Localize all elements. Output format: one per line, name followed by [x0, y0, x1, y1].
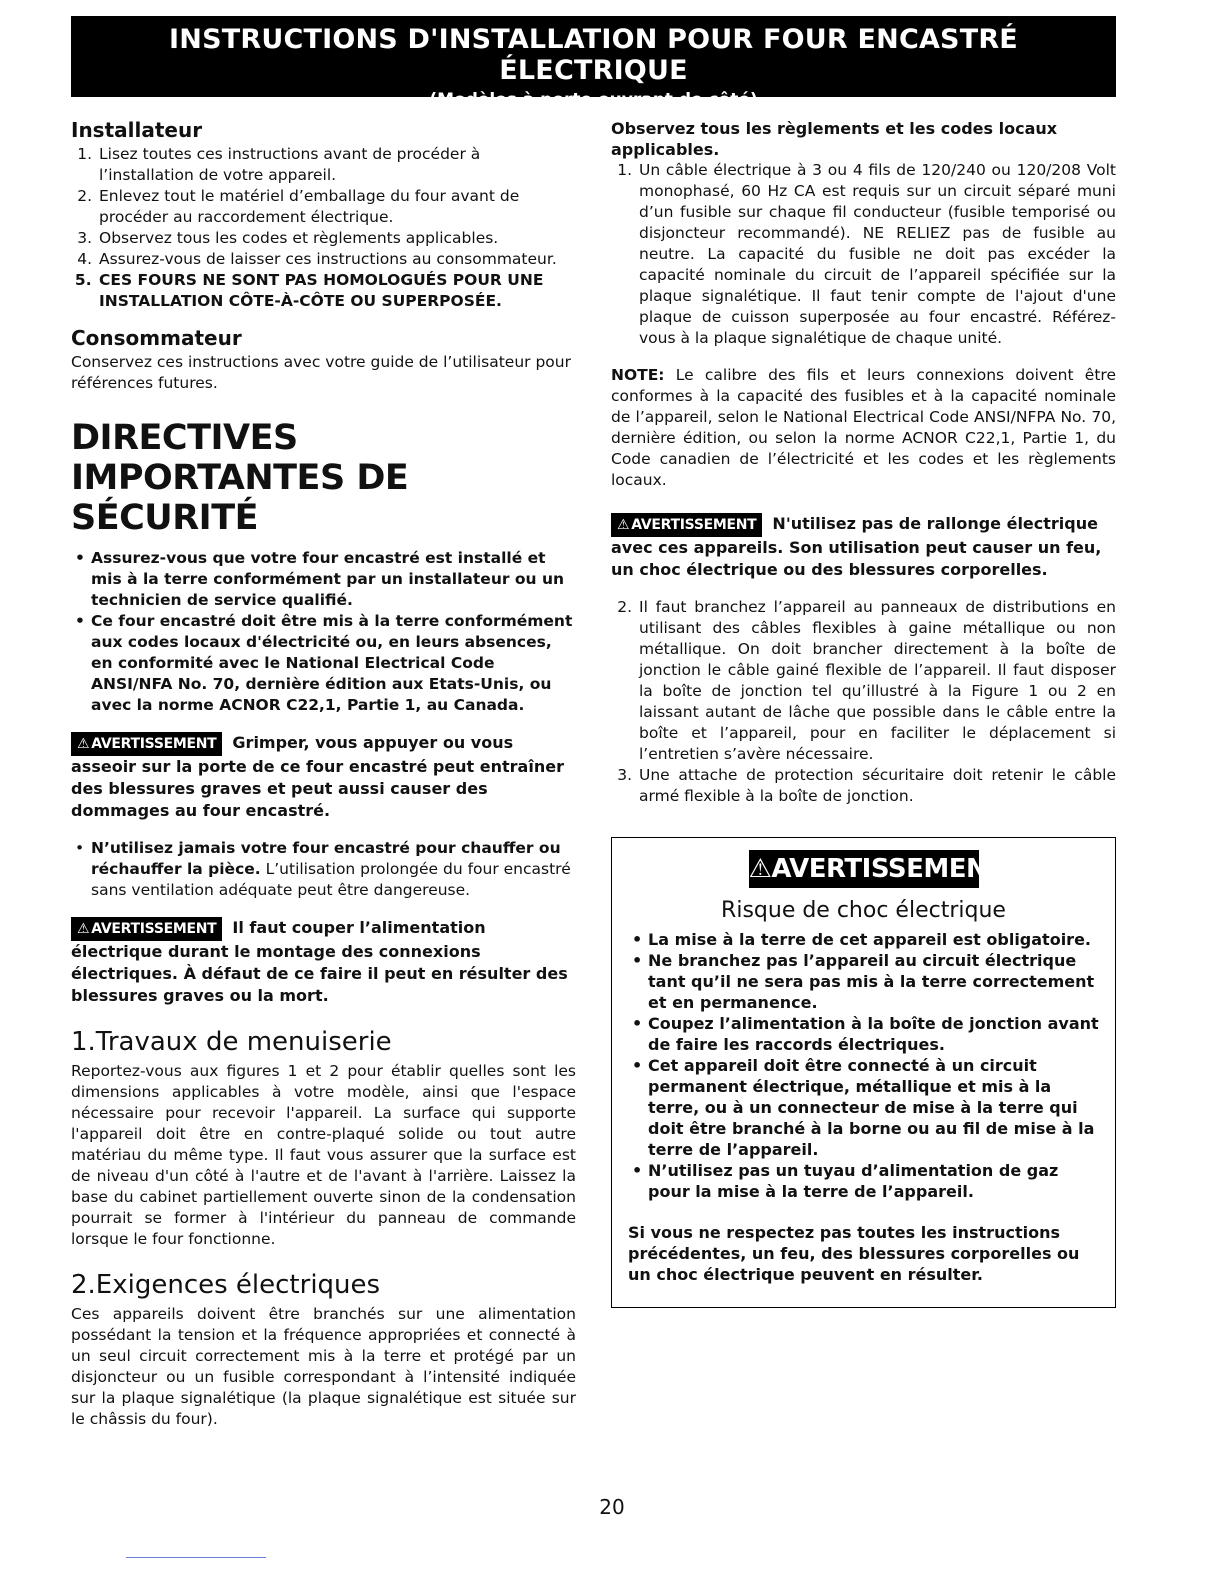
risk-consequence: Si vous ne respectez pas toutes les instructions précédentes, un feu, des blessures corporelles ou un choc électrique peuvent en résulter.	[628, 1223, 1080, 1284]
list-item: • Ce four encastré doit être mis à la terre conformément aux codes locaux d'électricité ou, en leurs absences, en conformité avec le National Electrical Code ANSI/NFA No. 70, dernière édition aux Etats-Unis, ou avec la norme ACNOR C22,1, Partie 1, au Canada.	[91, 611, 576, 716]
warning-label: AVERTISSEMENT	[91, 736, 217, 752]
installateur-list	[71, 144, 576, 312]
warning-icon: ⚠	[77, 736, 90, 752]
list-item: 1. Lisez toutes ces instructions avant de procéder à l’installation de votre appareil.	[97, 144, 576, 186]
list-item: 1. Un câble électrique à 3 ou 4 fils de 120/240 ou 120/208 Volt monophasé, 60 Hz CA est requis sur un circuit séparé muni d’un fusible sur chaque fil conducteur (fusible temporisé ou disjoncteur recommandé). NE RELIEZ pas de fusible au neutre. La capacité du fusible ne doit pas excéder la capacité nominale du circuit de l’appareil spécifiée sur la plaque signalétique. Il faut tenir compte de l'ajout d'une plaque de cuisson superposée au four encastré. Référez-vous à la plaque signalétique de chaque unité.	[637, 160, 1116, 349]
page-subtitle: (Modèles à porte ouvrant de côté)	[429, 90, 758, 110]
bullet-bold-text: N’utilisez jamais votre four encastré pour chauffer ou réchauffer la pièce.	[91, 839, 561, 878]
avertissement-label: AVERTISSEMENT	[771, 854, 1005, 884]
warning-paragraph-2	[71, 917, 576, 1007]
warning-badge	[71, 917, 222, 941]
list-item: • Cet appareil doit être connecté à un circuit permanent électrique, métallique et mis à la terre, ou à un connecteur de mise à la terre qui doit être branché à la borne ou au fil de mise à la terre de l’appareil.	[648, 1055, 1099, 1160]
page-title: INSTRUCTIONS D'INSTALLATION POUR FOUR ENCASTRÉ ÉLECTRIQUE	[169, 24, 1018, 86]
warning-badge	[611, 513, 762, 537]
list-item: 2. Enlevez tout le matériel d’emballage du four avant de procéder au raccordement électrique.	[97, 186, 576, 228]
note-paragraph	[611, 365, 1116, 491]
warning-paragraph-1	[71, 732, 576, 822]
list-item: • Ne branchez pas l’appareil au circuit électrique tant qu’il ne sera pas mis à la terre correctement et en permanence.	[648, 950, 1099, 1013]
electriques-heading: 2.Exigences électriques	[71, 1270, 381, 1300]
page-number: 20	[599, 1495, 625, 1519]
list-item: 3. Une attache de protection sécuritaire doit retenir le câble armé flexible à la boîte de jonction.	[637, 765, 1116, 807]
list-item: 2. Il faut branchez l’appareil au panneaux de distributions en utilisant des câbles flexibles à gaine métallique ou non métallique. On doit brancher directement à la boîte de jonction le câble gainé flexible de l’appareil. Il faut disposer la boîte de jonction tel qu’illustré à la Figure 1 ou 2 en laissant autant de lâche que possible dans le câble entre la boîte et l’appareil, pour en faciliter le déplacement si l’entretien s’avère nécessaire.	[637, 597, 1116, 765]
safety-bullets	[71, 548, 576, 716]
warning-text: Il faut couper l’alimentation électrique durant le montage des connexions électriques. À défaut de ce faire il peut en résulter des blessures graves ou la mort.	[71, 918, 568, 1005]
list-item: • La mise à la terre de cet appareil est obligatoire.	[648, 929, 1099, 950]
list-item	[91, 838, 576, 901]
list-item: • N’utilisez pas un tuyau d’alimentation de gaz pour la mise à la terre de l’appareil.	[648, 1160, 1099, 1202]
avertissement-banner	[748, 850, 1005, 888]
electriques-text: Ces appareils doivent être branchés sur une alimentation possédant la tension et la fréquence appropriées et connecté à un seul circuit correctement mis à la terre et protégé par un disjoncteur ou un fusible correspondant à l’intensité indiquée sur la plaque signalétique (la plaque signalétique est située sur le châssis du four).	[71, 1305, 576, 1428]
safety-heading	[71, 418, 576, 538]
safety-heading-line1: DIRECTIVES IMPORTANTES DE	[71, 418, 409, 498]
warning-paragraph-3	[611, 513, 1116, 581]
list-item: 3. Observez tous les codes et règlements applicables.	[97, 228, 576, 249]
list-item: • Assurez-vous que votre four encastré est installé et mis à la terre conformément par un installateur ou un technicien de service qualifié.	[91, 548, 576, 611]
bullet-text: L’utilisation prolongée du four encastré sans ventilation adéquate peut être dangereuse.	[91, 860, 571, 899]
warning-icon: ⚠	[617, 517, 630, 533]
observe-heading: Observez tous les règlements et les codes locaux applicables.	[611, 119, 1058, 159]
installateur-heading: Installateur	[71, 118, 203, 142]
note-label: NOTE:	[611, 366, 665, 384]
safety-bullets-2	[71, 838, 576, 901]
electrical-list-1	[611, 160, 1116, 349]
menuiserie-text: Reportez-vous aux figures 1 et 2 pour établir quelles sont les dimensions applicables à votre modèle, ainsi que l'espace nécessaire pour recevoir l'appareil. La surface qui supporte l'appareil doit être en contre-plaqué solide ou tout autre matériau du même type. Il faut vous assurer que la surface est de niveau d'un côté à l'autre et de l'avant à l'arrière. Laissez la base du cabinet partiellement ouverte sinon de la condensation pourrait se former à l'intérieur du panneau de commande lorsque le four fonctionne.	[71, 1062, 576, 1248]
electrical-list-2	[611, 597, 1116, 807]
shock-warning-box	[611, 837, 1116, 1308]
safety-heading-line2: SÉCURITÉ	[71, 498, 258, 538]
consommateur-text: Conservez ces instructions avec votre guide de l’utilisateur pour références futures.	[71, 353, 571, 392]
warning-icon: ⚠	[748, 854, 772, 884]
warning-text: N'utilisez pas de rallonge électrique avec ces appareils. Son utilisation peut causer un feu, un choc électrique ou des blessures corporelles.	[611, 514, 1102, 579]
risk-bullets	[628, 929, 1099, 1202]
menuiserie-heading: 1.Travaux de menuiserie	[71, 1027, 392, 1057]
left-column	[71, 118, 576, 1430]
warning-text: Grimper, vous appuyer ou vous asseoir sur la porte de ce four encastré peut entraîner des blessures graves et peut aussi causer des dommages au four encastré.	[71, 733, 564, 820]
list-item: • Coupez l’alimentation à la boîte de jonction avant de faire les raccords électriques.	[648, 1013, 1099, 1055]
list-item: 4. Assurez-vous de laisser ces instructions au consommateur.	[97, 249, 576, 270]
consommateur-heading: Consommateur	[71, 326, 242, 350]
warning-badge	[71, 732, 222, 756]
risk-title: Risque de choc électrique	[721, 898, 1006, 923]
warning-label: AVERTISSEMENT	[91, 921, 217, 937]
title-banner	[71, 16, 1116, 110]
right-column	[611, 118, 1116, 1308]
footer-rule	[126, 1557, 266, 1558]
list-item: 5. CES FOURS NE SONT PAS HOMOLOGUÉS POUR UNE INSTALLATION CÔTE-À-CÔTE OU SUPERPOSÉE.	[97, 270, 576, 312]
warning-icon: ⚠	[77, 921, 90, 937]
warning-label: AVERTISSEMENT	[631, 517, 757, 533]
note-text: Le calibre des fils et leurs connexions doivent être conformes à la capacité des fusibles et à la capacité nominale de l’appareil, selon le National Electrical Code ANSI/NFPA No. 70, dernière édition, ou selon la norme ACNOR C22,1, Partie 1, du Code canadien de l’électricité et les codes et les règlements locaux.	[611, 366, 1116, 489]
